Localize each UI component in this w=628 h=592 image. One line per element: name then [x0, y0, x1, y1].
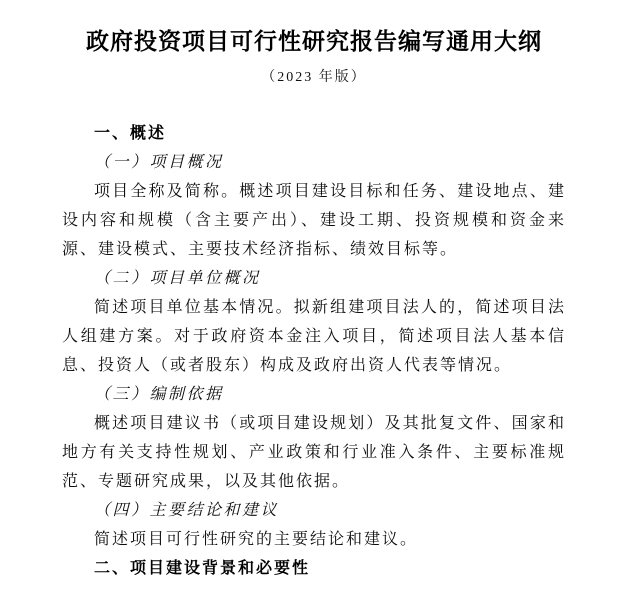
paragraph-project-unit-profile: 简述项目单位基本情况。拟新组建项目法人的，简述项目法人组建方案。对于政府资本金注入项目，简述项目法人基本信息、投资人（或者股东）构成及政府出资人代表等情况。	[62, 299, 566, 374]
subsection-heading-main-conclusions: （四）主要结论和建议	[94, 502, 280, 519]
document-subtitle: （2023 年版）	[261, 70, 367, 85]
subsection-heading-project-unit-profile: （二）项目单位概况	[94, 270, 261, 287]
section-heading-overview: 一、概述	[94, 125, 167, 142]
document-body	[62, 119, 566, 583]
paragraph-compilation-basis: 概述项目建议书（或项目建设规划）及其批复文件、国家和地方有关支持性规划、产业政策和行业准入条件、主要标准规范、专题研究成果，以及其他依据。	[62, 415, 566, 490]
section-heading-background-necessity: 二、项目建设背景和必要性	[94, 560, 311, 577]
document-title: 政府投资项目可行性研究报告编写通用大纲	[86, 29, 542, 54]
subsection-heading-project-profile: （一）项目概况	[94, 154, 224, 171]
paragraph-main-conclusions: 简述项目可行性研究的主要结论和建议。	[94, 531, 419, 548]
subsection-heading-compilation-basis: （三）编制依据	[94, 386, 224, 403]
paragraph-project-profile: 项目全称及简称。概述项目建设目标和任务、建设地点、建设内容和规模（含主要产出）、建设工期、投资规模和资金来源、建设模式、主要技术经济指标、绩效目标等。	[62, 183, 566, 258]
